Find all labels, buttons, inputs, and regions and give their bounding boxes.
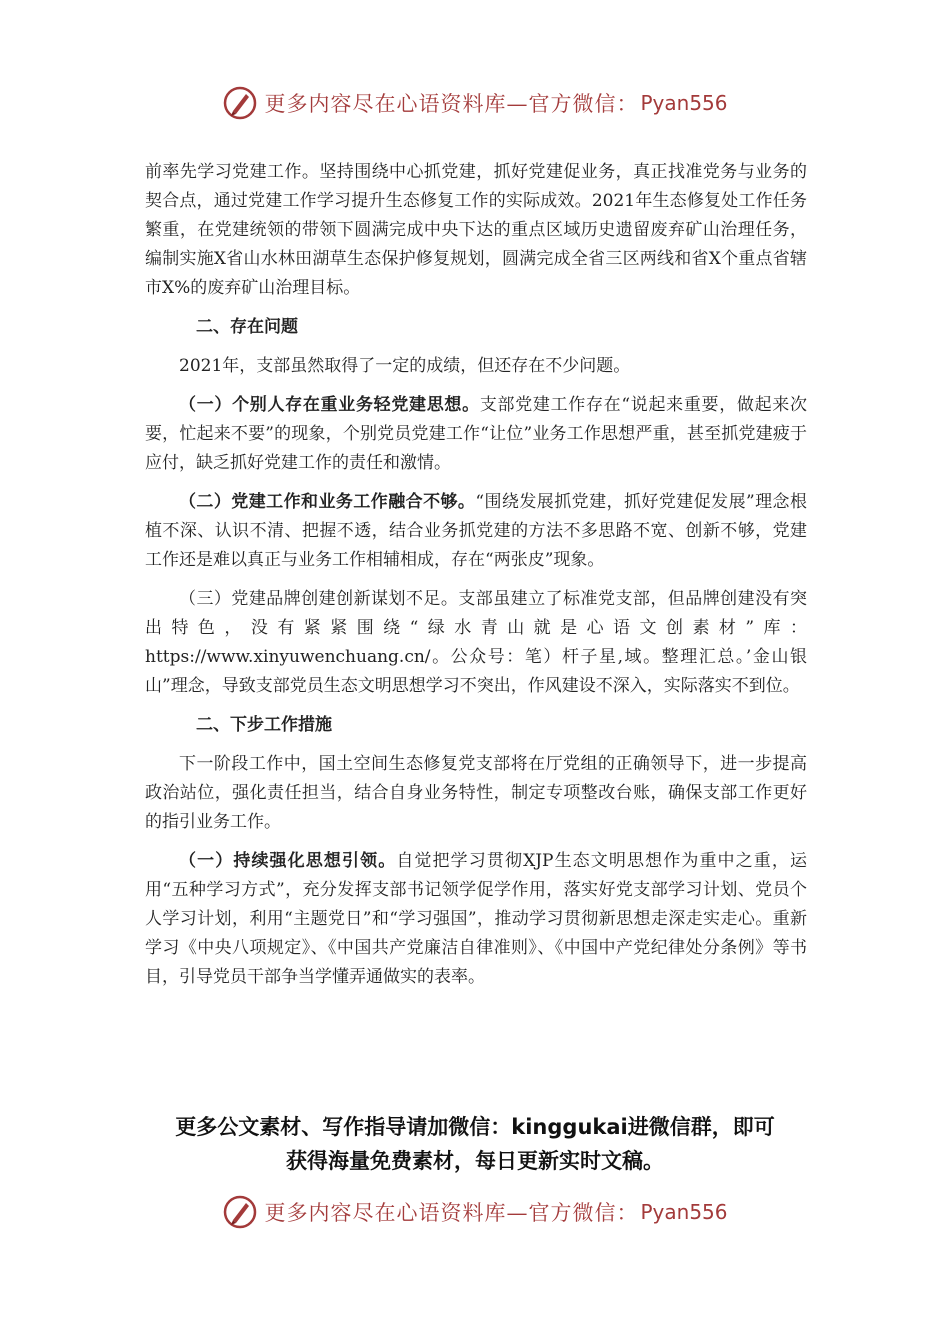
header-banner-text: 更多内容尽在心语资料库—官方微信： [264, 92, 639, 116]
header-wechat-id: Pyan556 [640, 91, 728, 115]
footer-banner [0, 1192, 950, 1232]
document-body [145, 158, 807, 1002]
footer-banner-text: 更多内容尽在心语资料库—官方微信： [264, 1201, 639, 1225]
measure-1-body: 自觉把学习贯彻XJP生态文明思想作为重中之重，运用“五种学习方式”，充分发挥支部书记领学促学作用，落实好党支部学习计划、党员个人学习计划，利用“主题党日”和“学习强国”，推动学习贯彻新思想走深走实走心。重新学习《中央八项规定》、《中国共产党廉洁自律准则》、《中国中产党纪律处分条例》等书目，引导党员干部争当学懂弄通做实的表率。 [145, 851, 807, 987]
paragraph-achievements: 前率先学习党建工作。坚持围绕中心抓党建，抓好党建促业务，真正找准党务与业务的契合点，通过党建工作学习提升生态修复工作的实际成效。2021年生态修复处工作任务繁重，在党建统领的带领下圆满完成中央下达的重点区域历史遗留废弃矿山治理任务，编制实施X省山水林田湖草生态保护修复规划，圆满完成全省三区两线和省X个重点省辖市X%的废弃矿山治理目标。 [145, 162, 807, 298]
issue-1-body: 支部党建工作存在“说起来重要，做起来次要，忙起来不要”的现象，个别党员党建工作“让位”业务工作思想严重，甚至抓党建疲于应付，缺乏抓好党建工作的责任和激情。 [145, 395, 807, 473]
footer-wechat-id: Pyan556 [640, 1200, 728, 1224]
paragraph-issue-2 [145, 488, 807, 575]
issue-2-body: “围绕发展抓党建，抓好党建促发展”理念根植不深、认识不清、把握不透，结合业务抓党建的方法不多思路不宽、创新不够，党建工作还是难以真正与业务工作相辅相成，存在“两张皮”现象。 [145, 492, 807, 570]
paragraph-issue-1 [145, 391, 807, 478]
paragraph-measure-1 [145, 847, 807, 992]
promo-notice [100, 1110, 850, 1178]
issue-1-lead: （一）个别人存在重业务轻党建思想。 [179, 395, 480, 415]
section-heading-problems: 二、存在问题 [196, 317, 298, 337]
paragraph-next-steps: 下一阶段工作中，国土空间生态修复党支部将在厅党组的正确领导下，进一步提高政治站位，强化责任担当，结合自身业务特性，制定专项整改台账，确保支部工作更好的指引业务工作。 [145, 754, 807, 832]
promo-line-2: 获得海量免费素材，每日更新实时文稿。 [286, 1149, 664, 1173]
header-banner [0, 83, 950, 123]
paragraph-problems-intro: 2021年，支部虽然取得了一定的成绩，但还存在不少问题。 [179, 356, 631, 376]
measure-1-lead: （一）持续强化思想引领。 [179, 851, 397, 871]
pen-logo-icon [222, 1194, 258, 1230]
paragraph-issue-3: （三）党建品牌创建创新谋划不足。支部虽建立了标准党支部，但品牌创建没有突出特色，没有紧紧围绕“绿水青山就是心语文创素材”库：https://www.xinyuwenchuang.cn/。公众号：笔）杆子星,域。整理汇总。’金山银山”理念，导致支部党员生态文明思想学习不突出，作风建设不深入，实际落实不到位。 [145, 589, 807, 696]
section-heading-measures: 二、下步工作措施 [196, 715, 332, 735]
promo-line-1: 更多公文素材、写作指导请加微信：kinggukai进微信群，即可 [175, 1115, 775, 1139]
issue-2-lead: （二）党建工作和业务工作融合不够。 [179, 492, 476, 512]
pen-logo-icon [222, 85, 258, 121]
